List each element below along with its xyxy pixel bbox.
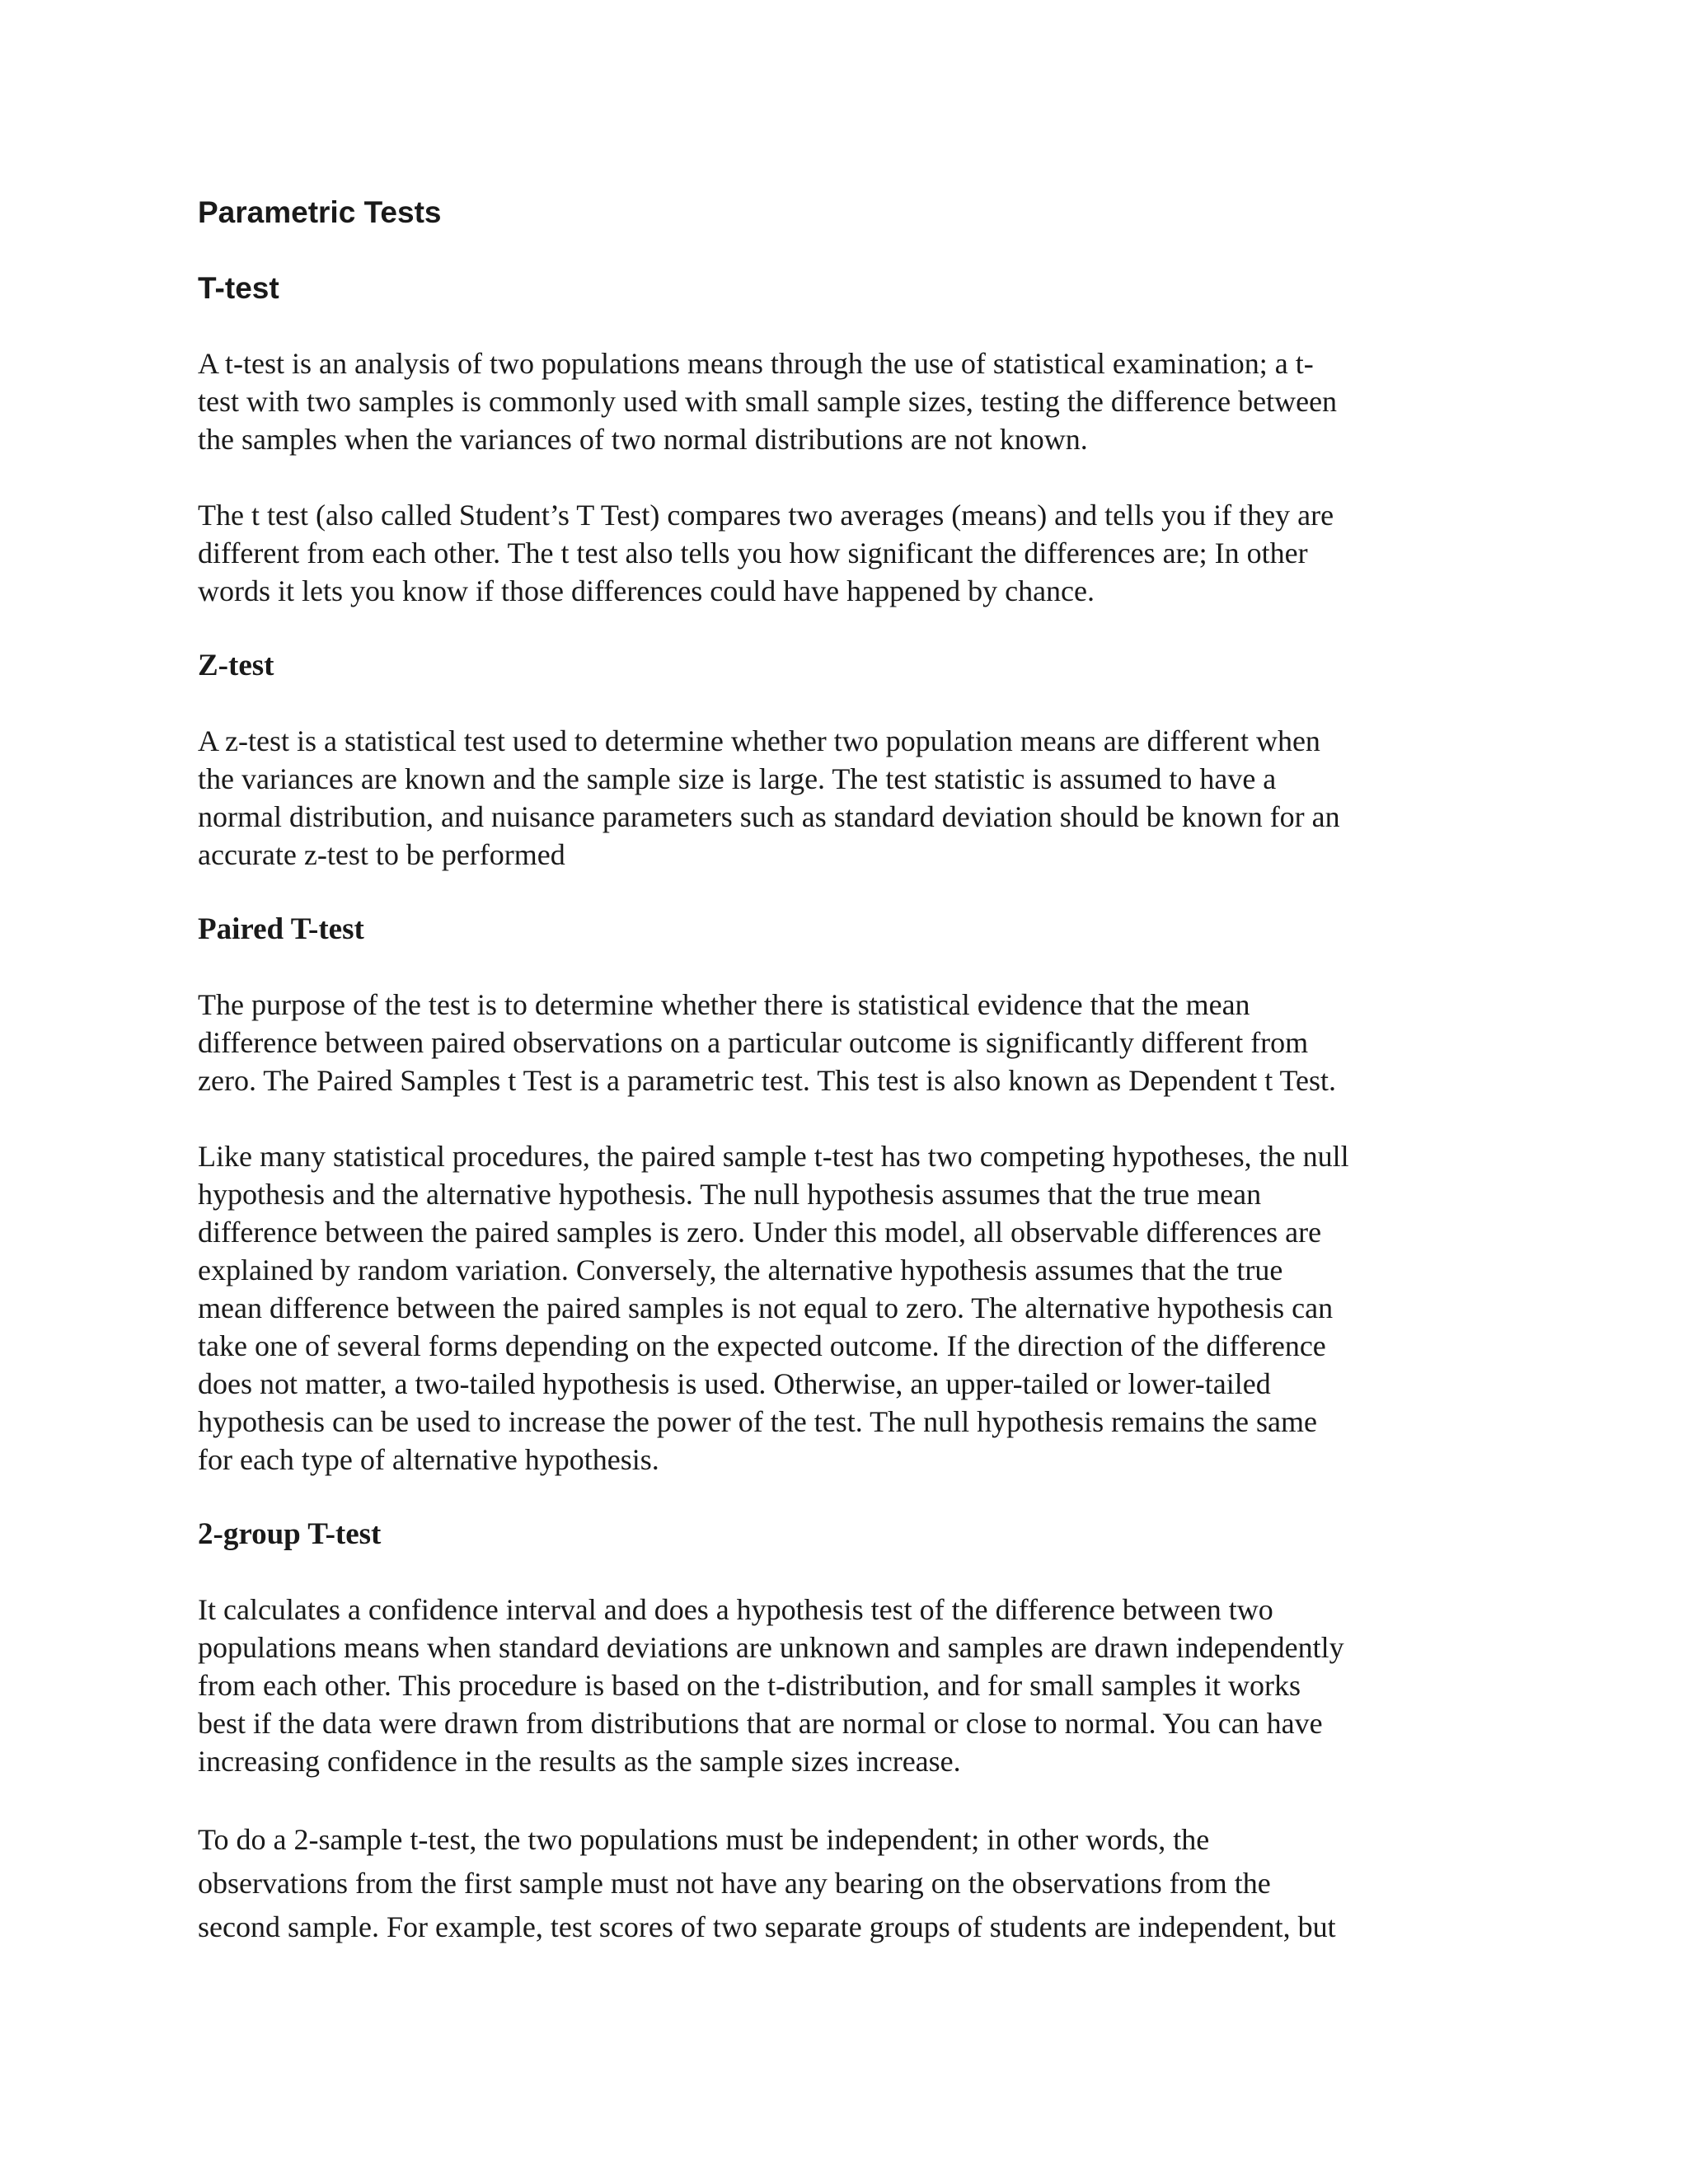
text-line: increasing confidence in the results as the sample sizes increase. [198,1745,961,1778]
text-line: from each other. This procedure is based on the t-distribution, and for small samples it works [198,1669,1301,1702]
text-line: mean difference between the paired samples is not equal to zero. The alternative hypothesis can [198,1291,1334,1324]
text-line: the samples when the variances of two normal distributions are not known. [198,423,1088,456]
text-line: hypothesis can be used to increase the power of the test. The null hypothesis remains the same [198,1405,1317,1438]
document-page [198,194,1467,1949]
text-line: A t-test is an analysis of two populations means through the use of statistical examination; a t- [198,347,1314,380]
section-heading-z-test: Z-test [198,649,274,682]
text-line: second sample. For example, test scores of two separate groups of students are independent, but [198,1910,1336,1943]
text-line: Like many statistical procedures, the paired sample t-test has two competing hypotheses, the null [198,1140,1349,1173]
text-line: best if the data were drawn from distributions that are normal or close to normal. You can have [198,1707,1323,1740]
paragraph-t-test-definition [198,344,1467,458]
text-line: different from each other. The t test also tells you how significant the differences are; In other [198,537,1308,569]
paragraph-paired-hypotheses [198,1137,1467,1479]
text-line: observations from the first sample must not have any bearing on the observations from the [198,1867,1271,1900]
paragraph-2-group-confidence [198,1591,1467,1780]
text-line: It calculates a confidence interval and does a hypothesis test of the difference between two [198,1593,1273,1626]
paragraph-2-group-independence [198,1818,1467,1949]
section-heading-t-test: T-test [198,271,279,305]
text-line: explained by random variation. Conversely, the alternative hypothesis assumes that the true [198,1254,1283,1286]
text-line: take one of several forms depending on the expected outcome. If the direction of the difference [198,1329,1326,1362]
section-heading-2-group-t-test: 2-group T-test [198,1517,382,1551]
text-line: populations means when standard deviations are unknown and samples are drawn independently [198,1631,1344,1664]
paragraph-z-test [198,722,1467,874]
section-heading-paired-t-test: Paired T-test [198,912,364,946]
text-line: difference between the paired samples is zero. Under this model, all observable differences are [198,1216,1322,1249]
text-line: for each type of alternative hypothesis. [198,1443,659,1476]
text-line: hypothesis and the alternative hypothesis. The null hypothesis assumes that the true mean [198,1178,1262,1211]
paragraph-t-test-student [198,496,1467,610]
text-line: zero. The Paired Samples t Test is a parametric test. This test is also known as Dependent t Test. [198,1064,1337,1097]
text-line: accurate z-test to be performed [198,838,565,871]
text-line: normal distribution, and nuisance parameters such as standard deviation should be known for an [198,800,1340,833]
text-line: the variances are known and the sample size is large. The test statistic is assumed to have a [198,762,1277,795]
text-line: The purpose of the test is to determine whether there is statistical evidence that the mean [198,988,1250,1021]
document-title: Parametric Tests [198,195,442,229]
text-line: To do a 2-sample t-test, the two populations must be independent; in other words, the [198,1823,1210,1856]
text-line: does not matter, a two-tailed hypothesis is used. Otherwise, an upper-tailed or lower-tailed [198,1367,1271,1400]
text-line: A z-test is a statistical test used to determine whether two population means are different when [198,724,1320,757]
paragraph-paired-purpose [198,986,1467,1099]
text-line: words it lets you know if those differences could have happened by chance. [198,574,1095,607]
text-line: difference between paired observations on a particular outcome is significantly different from [198,1026,1309,1059]
text-line: The t test (also called Student’s T Test) compares two averages (means) and tells you if they are [198,499,1334,532]
text-line: test with two samples is commonly used with small sample sizes, testing the difference between [198,385,1338,418]
